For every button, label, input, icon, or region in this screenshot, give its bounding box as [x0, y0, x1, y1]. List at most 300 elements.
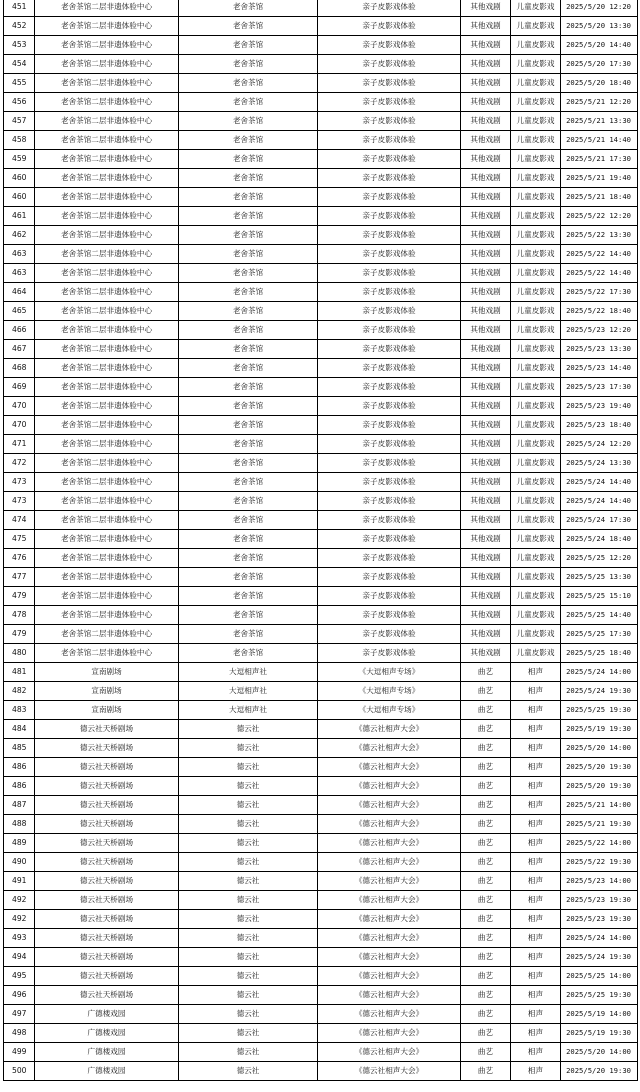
- category-cell: 其他戏剧: [461, 74, 511, 93]
- row-number-cell: 458: [4, 131, 35, 150]
- program-cell: 亲子皮影戏体验: [318, 606, 461, 625]
- program-cell: 亲子皮影戏体验: [318, 321, 461, 340]
- venue-cell: 德云社天桥剧场: [35, 777, 179, 796]
- table-row: [4, 701, 638, 720]
- organizer-cell: 老舍茶馆: [179, 530, 318, 549]
- category-cell: 其他戏剧: [461, 321, 511, 340]
- category-cell: 其他戏剧: [461, 530, 511, 549]
- category-cell: 曲艺: [461, 853, 511, 872]
- showtime-cell: 2025/5/20 18:40: [561, 74, 638, 93]
- program-cell: 亲子皮影戏体验: [318, 473, 461, 492]
- genre-cell: 相声: [511, 1062, 561, 1081]
- organizer-cell: 老舍茶馆: [179, 549, 318, 568]
- program-cell: 《德云社相声大会》: [318, 853, 461, 872]
- program-cell: 亲子皮影戏体验: [318, 397, 461, 416]
- organizer-cell: 大逗相声社: [179, 682, 318, 701]
- program-cell: 亲子皮影戏体验: [318, 112, 461, 131]
- organizer-cell: 德云社: [179, 853, 318, 872]
- program-cell: 亲子皮影戏体验: [318, 226, 461, 245]
- table-row: [4, 530, 638, 549]
- row-number-cell: 496: [4, 986, 35, 1005]
- genre-cell: 相声: [511, 663, 561, 682]
- venue-cell: 老舍茶馆二层非遗体验中心: [35, 226, 179, 245]
- table-row: [4, 1062, 638, 1081]
- organizer-cell: 老舍茶馆: [179, 264, 318, 283]
- program-cell: 亲子皮影戏体验: [318, 416, 461, 435]
- program-cell: 亲子皮影戏体验: [318, 378, 461, 397]
- genre-cell: 相声: [511, 929, 561, 948]
- genre-cell: 相声: [511, 872, 561, 891]
- row-number-cell: 480: [4, 644, 35, 663]
- showtime-cell: 2025/5/21 14:40: [561, 131, 638, 150]
- venue-cell: 德云社天桥剧场: [35, 739, 179, 758]
- program-cell: 亲子皮影戏体验: [318, 264, 461, 283]
- table-row: [4, 245, 638, 264]
- program-cell: 亲子皮影戏体验: [318, 644, 461, 663]
- genre-cell: 儿童皮影戏: [511, 264, 561, 283]
- row-number-cell: 483: [4, 701, 35, 720]
- venue-cell: 老舍茶馆二层非遗体验中心: [35, 359, 179, 378]
- row-number-cell: 473: [4, 492, 35, 511]
- organizer-cell: 德云社: [179, 910, 318, 929]
- program-cell: 亲子皮影戏体验: [318, 568, 461, 587]
- category-cell: 曲艺: [461, 796, 511, 815]
- organizer-cell: 老舍茶馆: [179, 587, 318, 606]
- showtime-cell: 2025/5/25 13:30: [561, 568, 638, 587]
- genre-cell: 相声: [511, 720, 561, 739]
- row-number-cell: 484: [4, 720, 35, 739]
- row-number-cell: 491: [4, 872, 35, 891]
- row-number-cell: 485: [4, 739, 35, 758]
- table-row: [4, 36, 638, 55]
- program-cell: 亲子皮影戏体验: [318, 245, 461, 264]
- genre-cell: 相声: [511, 701, 561, 720]
- program-cell: 《德云社相声大会》: [318, 891, 461, 910]
- category-cell: 其他戏剧: [461, 492, 511, 511]
- showtime-cell: 2025/5/25 18:40: [561, 644, 638, 663]
- category-cell: 其他戏剧: [461, 625, 511, 644]
- organizer-cell: 德云社: [179, 986, 318, 1005]
- genre-cell: 儿童皮影戏: [511, 0, 561, 17]
- genre-cell: 相声: [511, 986, 561, 1005]
- category-cell: 其他戏剧: [461, 93, 511, 112]
- showtime-cell: 2025/5/22 12:20: [561, 207, 638, 226]
- venue-cell: 老舍茶馆二层非遗体验中心: [35, 340, 179, 359]
- category-cell: 曲艺: [461, 682, 511, 701]
- showtime-cell: 2025/5/21 19:40: [561, 169, 638, 188]
- program-cell: 《德云社相声大会》: [318, 910, 461, 929]
- genre-cell: 儿童皮影戏: [511, 492, 561, 511]
- program-cell: 《德云社相声大会》: [318, 1005, 461, 1024]
- organizer-cell: 大逗相声社: [179, 701, 318, 720]
- showtime-cell: 2025/5/22 19:30: [561, 853, 638, 872]
- row-number-cell: 475: [4, 530, 35, 549]
- organizer-cell: 德云社: [179, 739, 318, 758]
- organizer-cell: 老舍茶馆: [179, 112, 318, 131]
- row-number-cell: 469: [4, 378, 35, 397]
- program-cell: 亲子皮影戏体验: [318, 454, 461, 473]
- showtime-cell: 2025/5/23 19:30: [561, 910, 638, 929]
- showtime-cell: 2025/5/19 19:30: [561, 1024, 638, 1043]
- table-row: [4, 340, 638, 359]
- row-number-cell: 476: [4, 549, 35, 568]
- organizer-cell: 德云社: [179, 796, 318, 815]
- venue-cell: 德云社天桥剧场: [35, 910, 179, 929]
- table-row: [4, 644, 638, 663]
- genre-cell: 儿童皮影戏: [511, 150, 561, 169]
- genre-cell: 儿童皮影戏: [511, 625, 561, 644]
- row-number-cell: 492: [4, 891, 35, 910]
- category-cell: 其他戏剧: [461, 245, 511, 264]
- row-number-cell: 472: [4, 454, 35, 473]
- venue-cell: 老舍茶馆二层非遗体验中心: [35, 93, 179, 112]
- showtime-cell: 2025/5/24 14:40: [561, 492, 638, 511]
- venue-cell: 老舍茶馆二层非遗体验中心: [35, 245, 179, 264]
- program-cell: 《德云社相声大会》: [318, 1043, 461, 1062]
- category-cell: 其他戏剧: [461, 302, 511, 321]
- category-cell: 其他戏剧: [461, 549, 511, 568]
- venue-cell: 广德楼戏园: [35, 1043, 179, 1062]
- table-row: [4, 169, 638, 188]
- table-row: [4, 568, 638, 587]
- genre-cell: 儿童皮影戏: [511, 321, 561, 340]
- program-cell: 亲子皮影戏体验: [318, 530, 461, 549]
- genre-cell: 儿童皮影戏: [511, 36, 561, 55]
- row-number-cell: 473: [4, 473, 35, 492]
- venue-cell: 老舍茶馆二层非遗体验中心: [35, 530, 179, 549]
- organizer-cell: 老舍茶馆: [179, 302, 318, 321]
- category-cell: 其他戏剧: [461, 188, 511, 207]
- category-cell: 曲艺: [461, 720, 511, 739]
- category-cell: 曲艺: [461, 663, 511, 682]
- category-cell: 其他戏剧: [461, 644, 511, 663]
- venue-cell: 德云社天桥剧场: [35, 891, 179, 910]
- organizer-cell: 老舍茶馆: [179, 188, 318, 207]
- table-row: [4, 948, 638, 967]
- venue-cell: 老舍茶馆二层非遗体验中心: [35, 606, 179, 625]
- showtime-cell: 2025/5/24 18:40: [561, 530, 638, 549]
- program-cell: 亲子皮影戏体验: [318, 511, 461, 530]
- category-cell: 曲艺: [461, 967, 511, 986]
- program-cell: 亲子皮影戏体验: [318, 150, 461, 169]
- program-cell: 亲子皮影戏体验: [318, 55, 461, 74]
- venue-cell: 老舍茶馆二层非遗体验中心: [35, 264, 179, 283]
- showtime-cell: 2025/5/22 14:40: [561, 264, 638, 283]
- genre-cell: 儿童皮影戏: [511, 131, 561, 150]
- showtime-cell: 2025/5/19 14:00: [561, 1005, 638, 1024]
- table-row: [4, 0, 638, 17]
- program-cell: 《德云社相声大会》: [318, 929, 461, 948]
- row-number-cell: 482: [4, 682, 35, 701]
- showtime-cell: 2025/5/24 14:40: [561, 473, 638, 492]
- category-cell: 其他戏剧: [461, 17, 511, 36]
- category-cell: 曲艺: [461, 929, 511, 948]
- program-cell: 《德云社相声大会》: [318, 872, 461, 891]
- row-number-cell: 487: [4, 796, 35, 815]
- row-number-cell: 477: [4, 568, 35, 587]
- program-cell: 《大逗相声专场》: [318, 663, 461, 682]
- organizer-cell: 老舍茶馆: [179, 226, 318, 245]
- category-cell: 曲艺: [461, 1062, 511, 1081]
- genre-cell: 相声: [511, 682, 561, 701]
- organizer-cell: 老舍茶馆: [179, 245, 318, 264]
- category-cell: 曲艺: [461, 739, 511, 758]
- row-number-cell: 466: [4, 321, 35, 340]
- organizer-cell: 德云社: [179, 777, 318, 796]
- organizer-cell: 老舍茶馆: [179, 74, 318, 93]
- showtime-cell: 2025/5/20 19:30: [561, 758, 638, 777]
- organizer-cell: 老舍茶馆: [179, 416, 318, 435]
- organizer-cell: 老舍茶馆: [179, 36, 318, 55]
- table-row: [4, 74, 638, 93]
- schedule-body: [4, 0, 638, 1081]
- program-cell: 亲子皮影戏体验: [318, 36, 461, 55]
- program-cell: 亲子皮影戏体验: [318, 0, 461, 17]
- genre-cell: 儿童皮影戏: [511, 606, 561, 625]
- table-row: [4, 55, 638, 74]
- table-row: [4, 815, 638, 834]
- showtime-cell: 2025/5/25 19:30: [561, 701, 638, 720]
- table-row: [4, 910, 638, 929]
- table-row: [4, 416, 638, 435]
- organizer-cell: 德云社: [179, 1043, 318, 1062]
- category-cell: 曲艺: [461, 758, 511, 777]
- organizer-cell: 老舍茶馆: [179, 397, 318, 416]
- genre-cell: 儿童皮影戏: [511, 416, 561, 435]
- program-cell: 亲子皮影戏体验: [318, 549, 461, 568]
- genre-cell: 相声: [511, 758, 561, 777]
- table-row: [4, 321, 638, 340]
- row-number-cell: 456: [4, 93, 35, 112]
- showtime-cell: 2025/5/25 15:10: [561, 587, 638, 606]
- category-cell: 其他戏剧: [461, 568, 511, 587]
- organizer-cell: 老舍茶馆: [179, 150, 318, 169]
- organizer-cell: 德云社: [179, 948, 318, 967]
- venue-cell: 德云社天桥剧场: [35, 758, 179, 777]
- organizer-cell: 老舍茶馆: [179, 0, 318, 17]
- venue-cell: 老舍茶馆二层非遗体验中心: [35, 207, 179, 226]
- organizer-cell: 老舍茶馆: [179, 340, 318, 359]
- row-number-cell: 486: [4, 777, 35, 796]
- organizer-cell: 老舍茶馆: [179, 55, 318, 74]
- row-number-cell: 460: [4, 169, 35, 188]
- venue-cell: 老舍茶馆二层非遗体验中心: [35, 454, 179, 473]
- row-number-cell: 478: [4, 606, 35, 625]
- genre-cell: 儿童皮影戏: [511, 359, 561, 378]
- showtime-cell: 2025/5/20 14:00: [561, 739, 638, 758]
- category-cell: 曲艺: [461, 891, 511, 910]
- genre-cell: 儿童皮影戏: [511, 530, 561, 549]
- organizer-cell: 德云社: [179, 872, 318, 891]
- category-cell: 其他戏剧: [461, 207, 511, 226]
- genre-cell: 相声: [511, 777, 561, 796]
- table-row: [4, 112, 638, 131]
- table-row: [4, 188, 638, 207]
- genre-cell: 儿童皮影戏: [511, 207, 561, 226]
- table-row: [4, 93, 638, 112]
- venue-cell: 老舍茶馆二层非遗体验中心: [35, 435, 179, 454]
- organizer-cell: 老舍茶馆: [179, 93, 318, 112]
- organizer-cell: 老舍茶馆: [179, 473, 318, 492]
- genre-cell: 儿童皮影戏: [511, 378, 561, 397]
- category-cell: 其他戏剧: [461, 359, 511, 378]
- program-cell: 亲子皮影戏体验: [318, 283, 461, 302]
- genre-cell: 儿童皮影戏: [511, 568, 561, 587]
- table-row: [4, 1005, 638, 1024]
- table-row: [4, 454, 638, 473]
- showtime-cell: 2025/5/20 19:30: [561, 777, 638, 796]
- table-row: [4, 986, 638, 1005]
- table-row: [4, 207, 638, 226]
- venue-cell: 老舍茶馆二层非遗体验中心: [35, 112, 179, 131]
- showtime-cell: 2025/5/22 13:30: [561, 226, 638, 245]
- program-cell: 《德云社相声大会》: [318, 986, 461, 1005]
- venue-cell: 老舍茶馆二层非遗体验中心: [35, 473, 179, 492]
- category-cell: 其他戏剧: [461, 340, 511, 359]
- category-cell: 其他戏剧: [461, 112, 511, 131]
- showtime-cell: 2025/5/22 17:30: [561, 283, 638, 302]
- program-cell: 《德云社相声大会》: [318, 796, 461, 815]
- row-number-cell: 495: [4, 967, 35, 986]
- row-number-cell: 474: [4, 511, 35, 530]
- category-cell: 其他戏剧: [461, 587, 511, 606]
- program-cell: 《德云社相声大会》: [318, 1024, 461, 1043]
- table-row: [4, 853, 638, 872]
- table-row: [4, 17, 638, 36]
- table-row: [4, 302, 638, 321]
- genre-cell: 儿童皮影戏: [511, 587, 561, 606]
- table-row: [4, 682, 638, 701]
- row-number-cell: 497: [4, 1005, 35, 1024]
- organizer-cell: 老舍茶馆: [179, 321, 318, 340]
- genre-cell: 相声: [511, 834, 561, 853]
- table-row: [4, 131, 638, 150]
- category-cell: 其他戏剧: [461, 511, 511, 530]
- table-row: [4, 625, 638, 644]
- program-cell: 《德云社相声大会》: [318, 948, 461, 967]
- showtime-cell: 2025/5/24 14:00: [561, 663, 638, 682]
- category-cell: 其他戏剧: [461, 378, 511, 397]
- genre-cell: 儿童皮影戏: [511, 17, 561, 36]
- row-number-cell: 455: [4, 74, 35, 93]
- table-row: [4, 777, 638, 796]
- table-row: [4, 663, 638, 682]
- venue-cell: 德云社天桥剧场: [35, 720, 179, 739]
- organizer-cell: 德云社: [179, 758, 318, 777]
- venue-cell: 老舍茶馆二层非遗体验中心: [35, 150, 179, 169]
- venue-cell: 老舍茶馆二层非遗体验中心: [35, 17, 179, 36]
- genre-cell: 儿童皮影戏: [511, 226, 561, 245]
- showtime-cell: 2025/5/22 14:00: [561, 834, 638, 853]
- venue-cell: 老舍茶馆二层非遗体验中心: [35, 55, 179, 74]
- table-row: [4, 758, 638, 777]
- organizer-cell: 德云社: [179, 834, 318, 853]
- program-cell: 《德云社相声大会》: [318, 720, 461, 739]
- showtime-cell: 2025/5/21 12:20: [561, 93, 638, 112]
- row-number-cell: 500: [4, 1062, 35, 1081]
- table-row: [4, 929, 638, 948]
- program-cell: 亲子皮影戏体验: [318, 169, 461, 188]
- showtime-cell: 2025/5/23 18:40: [561, 416, 638, 435]
- genre-cell: 相声: [511, 739, 561, 758]
- table-row: [4, 606, 638, 625]
- table-row: [4, 226, 638, 245]
- program-cell: 亲子皮影戏体验: [318, 587, 461, 606]
- category-cell: 其他戏剧: [461, 416, 511, 435]
- category-cell: 其他戏剧: [461, 435, 511, 454]
- venue-cell: 老舍茶馆二层非遗体验中心: [35, 283, 179, 302]
- organizer-cell: 老舍茶馆: [179, 625, 318, 644]
- venue-cell: 老舍茶馆二层非遗体验中心: [35, 36, 179, 55]
- venue-cell: 老舍茶馆二层非遗体验中心: [35, 397, 179, 416]
- category-cell: 其他戏剧: [461, 226, 511, 245]
- showtime-cell: 2025/5/20 12:20: [561, 0, 638, 17]
- category-cell: 其他戏剧: [461, 0, 511, 17]
- table-row: [4, 967, 638, 986]
- category-cell: 其他戏剧: [461, 150, 511, 169]
- category-cell: 曲艺: [461, 777, 511, 796]
- venue-cell: 老舍茶馆二层非遗体验中心: [35, 644, 179, 663]
- venue-cell: 德云社天桥剧场: [35, 948, 179, 967]
- row-number-cell: 452: [4, 17, 35, 36]
- table-row: [4, 473, 638, 492]
- venue-cell: 广德楼戏园: [35, 1005, 179, 1024]
- row-number-cell: 461: [4, 207, 35, 226]
- program-cell: 《大逗相声专场》: [318, 682, 461, 701]
- program-cell: 《德云社相声大会》: [318, 1062, 461, 1081]
- row-number-cell: 479: [4, 625, 35, 644]
- showtime-cell: 2025/5/21 14:00: [561, 796, 638, 815]
- program-cell: 《大逗相声专场》: [318, 701, 461, 720]
- row-number-cell: 481: [4, 663, 35, 682]
- row-number-cell: 463: [4, 264, 35, 283]
- program-cell: 亲子皮影戏体验: [318, 359, 461, 378]
- organizer-cell: 老舍茶馆: [179, 492, 318, 511]
- genre-cell: 儿童皮影戏: [511, 74, 561, 93]
- genre-cell: 相声: [511, 1024, 561, 1043]
- venue-cell: 老舍茶馆二层非遗体验中心: [35, 568, 179, 587]
- venue-cell: 老舍茶馆二层非遗体验中心: [35, 625, 179, 644]
- genre-cell: 儿童皮影戏: [511, 93, 561, 112]
- organizer-cell: 老舍茶馆: [179, 606, 318, 625]
- table-row: [4, 739, 638, 758]
- row-number-cell: 460: [4, 188, 35, 207]
- program-cell: 亲子皮影戏体验: [318, 435, 461, 454]
- genre-cell: 儿童皮影戏: [511, 454, 561, 473]
- program-cell: 《德云社相声大会》: [318, 834, 461, 853]
- showtime-cell: 2025/5/22 14:40: [561, 245, 638, 264]
- row-number-cell: 467: [4, 340, 35, 359]
- showtime-cell: 2025/5/20 17:30: [561, 55, 638, 74]
- organizer-cell: 德云社: [179, 929, 318, 948]
- venue-cell: 老舍茶馆二层非遗体验中心: [35, 492, 179, 511]
- genre-cell: 儿童皮影戏: [511, 473, 561, 492]
- genre-cell: 儿童皮影戏: [511, 245, 561, 264]
- showtime-cell: 2025/5/24 19:30: [561, 682, 638, 701]
- showtime-cell: 2025/5/21 18:40: [561, 188, 638, 207]
- genre-cell: 儿童皮影戏: [511, 511, 561, 530]
- venue-cell: 广德楼戏园: [35, 1062, 179, 1081]
- program-cell: 亲子皮影戏体验: [318, 74, 461, 93]
- row-number-cell: 494: [4, 948, 35, 967]
- table-row: [4, 397, 638, 416]
- row-number-cell: 454: [4, 55, 35, 74]
- row-number-cell: 470: [4, 416, 35, 435]
- showtime-cell: 2025/5/25 14:00: [561, 967, 638, 986]
- program-cell: 亲子皮影戏体验: [318, 207, 461, 226]
- showtime-cell: 2025/5/25 12:20: [561, 549, 638, 568]
- venue-cell: 德云社天桥剧场: [35, 796, 179, 815]
